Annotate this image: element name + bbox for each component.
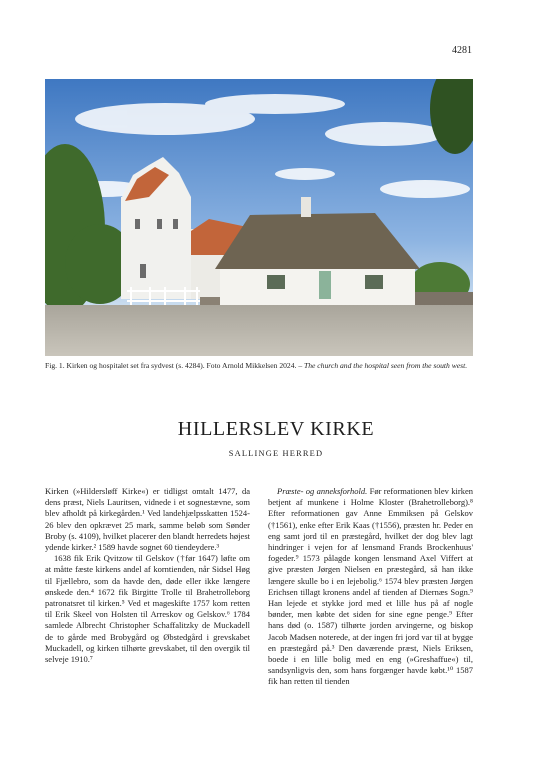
paragraph: 1638 fik Erik Qvitzow til Gelskov (†før 1647) løfte om at måtte fæste kirkens andel af korntienden, når Sidsel Høg til Fjællebro, som da havde den, døde eller ikke længere ønskede den.⁴ 1672 fik Birgitte Trolle til Brahetrolleborg patronatsret til kirken.⁵ Ved et mageskifte 1757 kom retten til Erik Skeel von Holsten til Arreskov og Gelskov.⁶ 1784 samlede Albrecht Christopher Schaffalitzky de Muckadell de to gårde med Brobygård og Øbstedgård i grevskabet Muckadell, og kirken tilhørte grevskabet, til den overgik til selveje 1910.⁷ — [45, 553, 250, 665]
body-column-right — [268, 486, 473, 688]
gravel-yard — [45, 305, 473, 356]
figure-photo — [45, 79, 473, 356]
section-lead: Præste- og anneksforhold. — [277, 486, 368, 496]
figure-caption — [45, 361, 473, 371]
paragraph — [268, 486, 473, 688]
church-hospital-photo — [45, 79, 473, 356]
page-subtitle: SALLINGE HERRED — [228, 449, 324, 458]
page-title: HILLERSLEV KIRKE — [177, 418, 375, 440]
body-column-left — [45, 486, 250, 665]
caption-english: The church and the hospital seen from the south west. — [304, 361, 468, 370]
caption-text: Fig. 1. Kirken og hospitalet set fra sydvest (s. 4284). Foto Arnold Mikkelsen 2024. – — [45, 361, 305, 370]
paragraph-text: Før reformationen blev kirken betjent af munkene i Holme Kloster (Brahetrolleborg).⁸ Efter reformationen gav Anne Emmiksen på Gelskov (†1561), enke efter Erik Kaas (†1556), præsten hr. Peder en eng samt jord til en præstegård, hvilket der dog blev lagt hindringer i vejen for af lensmand Frands Brockenhuus' fogeder.⁹ 1573 pålagde kongen lensmand Axel Viffert at give præsten Jørgen Nielsen en præstegård, så han ikke længere skulle bo i en lejebolig.⁶ 1574 blev præsten Jørgen Erichsen tillagt kronens andel af tienden af Diernæs Sogn.⁹ Han lejede et stykke jord med et lille hus på af nogle bønder, men købte det siden for sine egne penge.⁹ Efter hans død (o. 1587) tilhørte jorden arvingerne, og biskop Jacob Madsen noterede, at der ingen fri jord var til at bygge en præstegård på.³ Den daværende præst, Niels Eriksen, boede i en lille bolig med en eng (»Greshaffue«) til, sandsynligvis den, som hans forgænger havde købt.¹⁰ 1587 fik han retten til tienden — [268, 486, 473, 687]
paragraph: Kirken (»Hildersløff Kirke«) er tidligst omtalt 1477, da dens præst, Niels Lauritsen, vidnede i et sognestævne, som blev afholdt på kirkegården.¹ Ved landehjælpsskatten 1524-26 blev den opkrævet 25 mark, samme beløb som Sønder Broby (s. 4109), hvilket placerer den blandt herredets højest ydende kirker.² 1589 havde sognet 60 tiendeydere.³ — [45, 486, 250, 553]
page-number: 4281 — [452, 45, 472, 56]
